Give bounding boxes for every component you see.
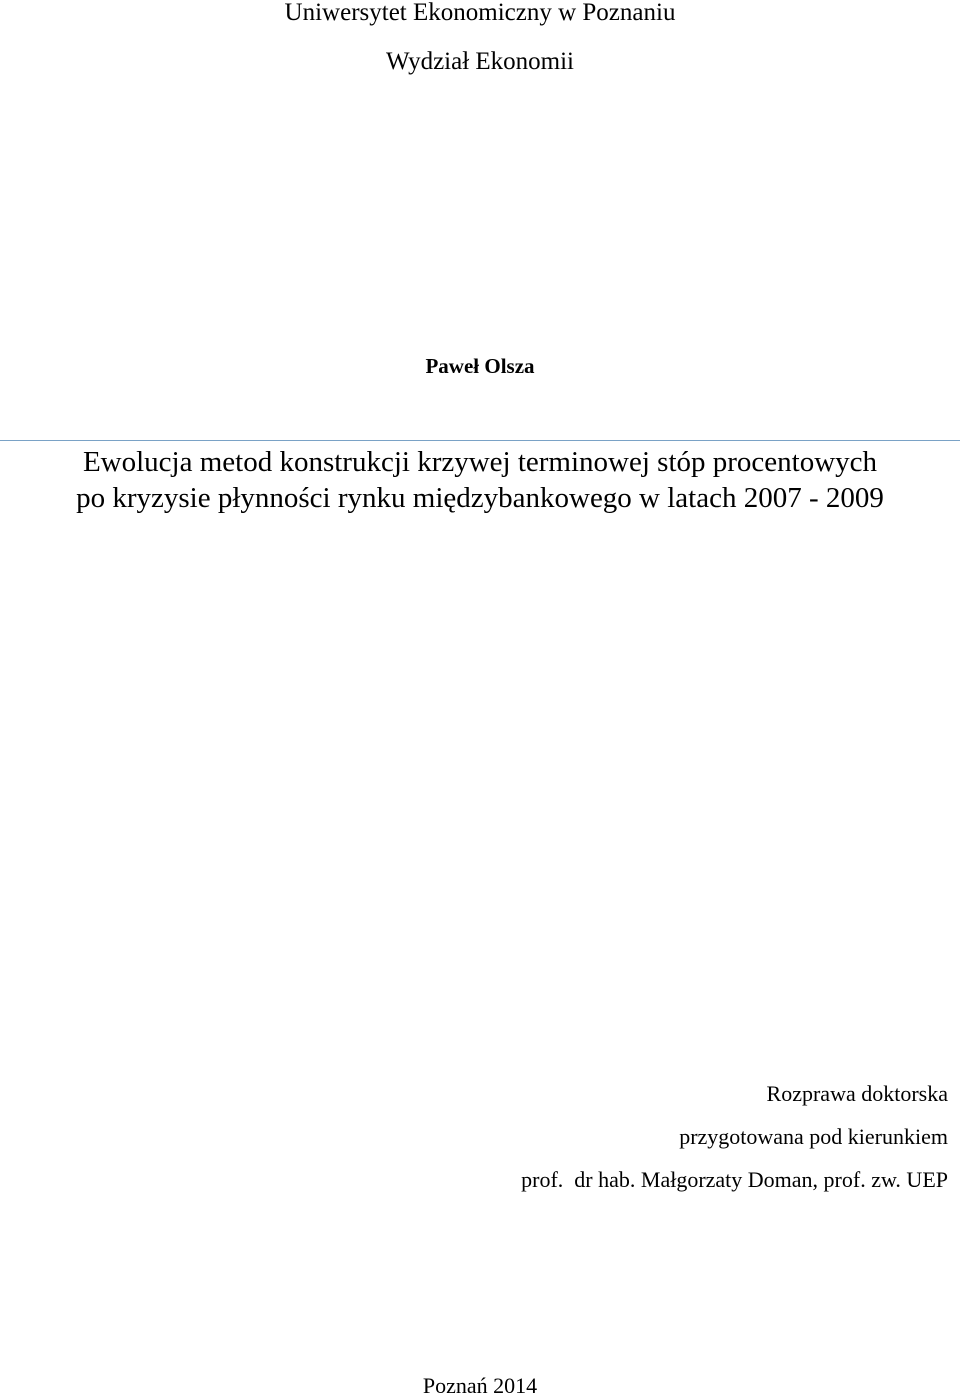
author-name: Paweł Olsza xyxy=(425,354,535,378)
thesis-title xyxy=(0,444,960,516)
faculty-name: Wydział Ekonomii xyxy=(385,48,575,75)
place-and-year: Poznań 2014 xyxy=(422,1373,538,1398)
supervisor-name: prof. dr hab. Małgorzaty Doman, prof. zw. UEP xyxy=(521,1167,948,1192)
thesis-title-line-1: Ewolucja metod konstrukcji krzywej terminowej stóp procentowych xyxy=(82,446,878,478)
title-divider xyxy=(0,440,960,441)
thesis-title-line-2: po kryzysie płynności rynku międzybankowego w latach 2007 - 2009 xyxy=(76,482,884,514)
thesis-type: Rozprawa doktorska xyxy=(766,1081,948,1106)
university-name: Uniwersytet Ekonomiczny w Poznaniu xyxy=(284,0,676,26)
prepared-under-label: przygotowana pod kierunkiem xyxy=(679,1124,948,1149)
thesis-info xyxy=(521,1072,948,1201)
